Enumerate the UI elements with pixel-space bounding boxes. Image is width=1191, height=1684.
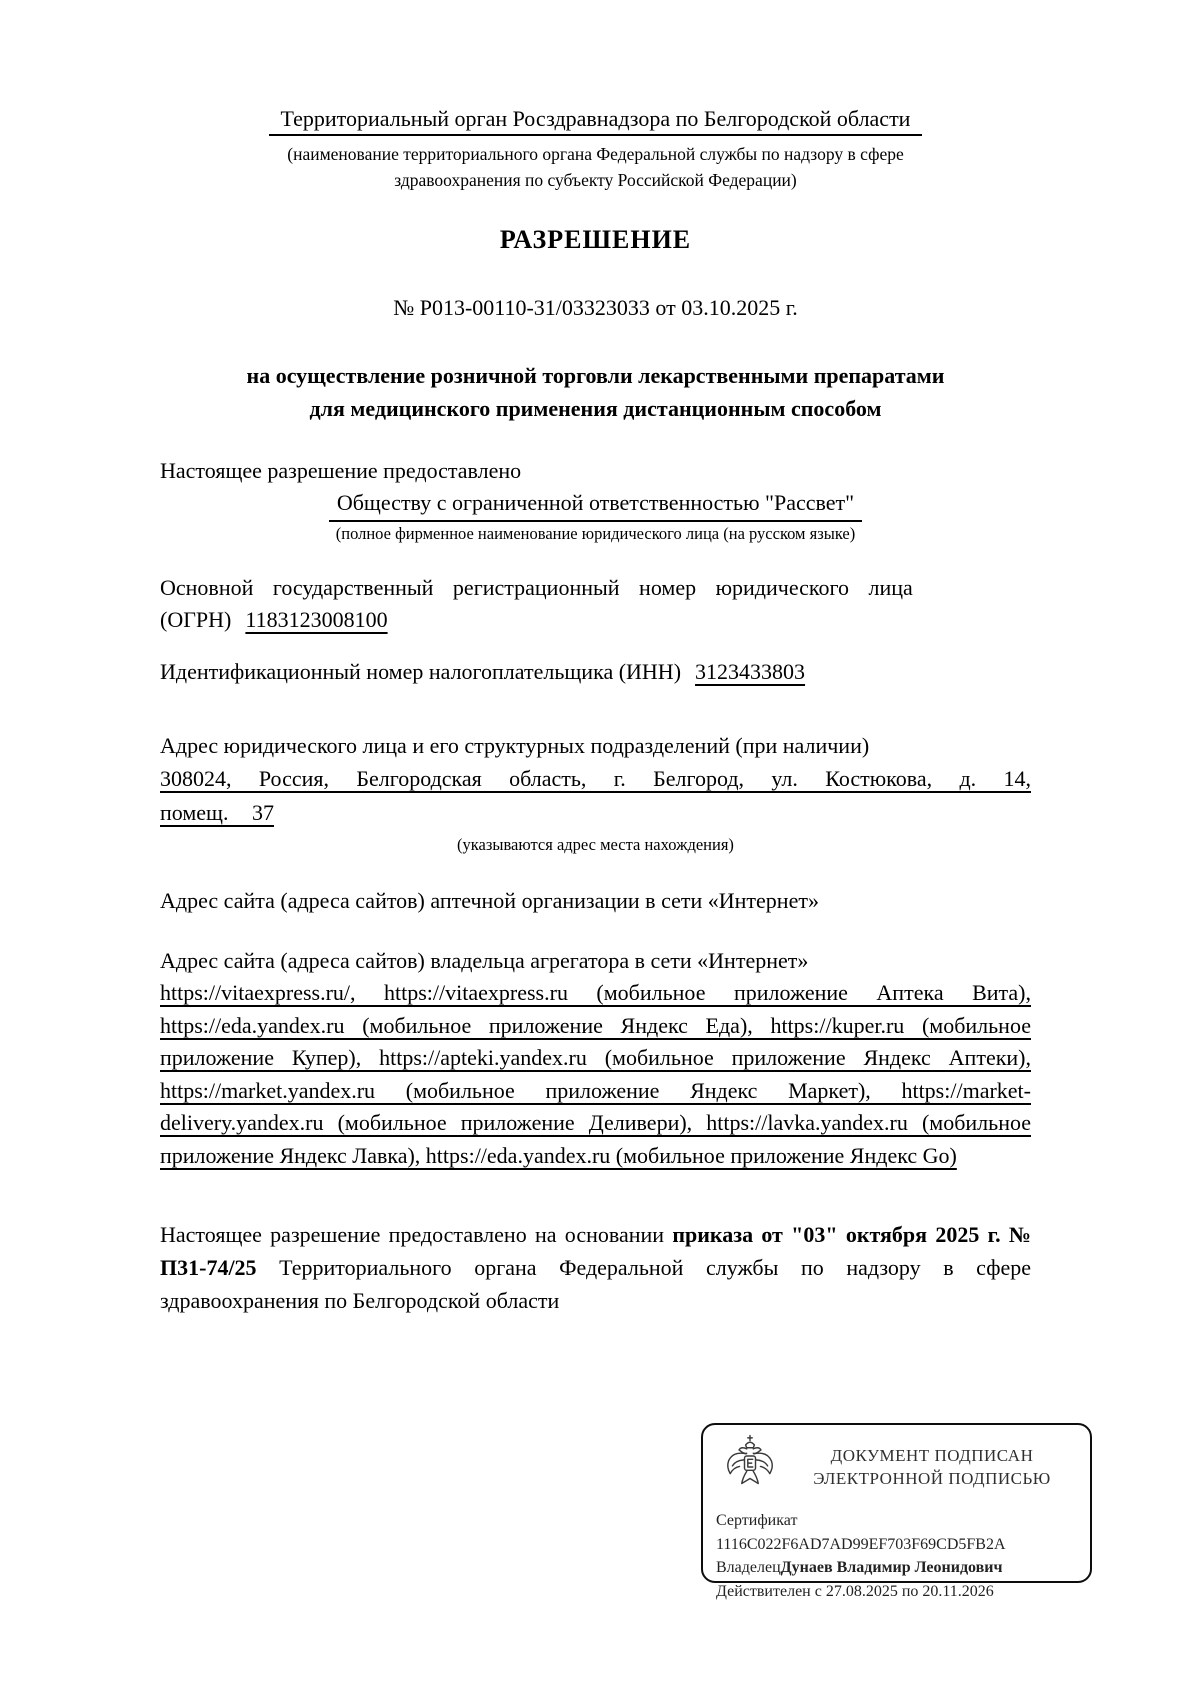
basis-order-reference: приказа от "03" октября 2025 г. № П31-74/25 [160,1222,1031,1280]
issuing-authority-caption-line2: здравоохранения по субъекту Российской Федерации) [394,170,797,190]
aggregator-website-label: Адрес сайта (адреса сайтов) владельца агрегатора в сети «Интернет» [160,948,809,973]
grantee-company-line [160,487,1031,522]
basis-suffix: Территориального органа Федеральной службы по надзору в сфере здравоохранения по Белгородской области [160,1255,1031,1313]
stamp-title-line2: ЭЛЕКТРОННОЙ ПОДПИСЬЮ [813,1469,1051,1488]
stamp-title [786,1444,1078,1490]
ogrn-value: 1183123008100 [245,607,388,632]
issuing-authority-name: Территориальный орган Росздравнадзора по Белгородской области [269,106,923,136]
stamp-details [716,1509,1078,1603]
document-subject-line1: на осуществление розничной торговли лекарственными препаратами [246,363,945,388]
stamp-owner-line [716,1556,1078,1580]
grantee-company-caption: (полное фирменное наименование юридического лица (на русском языке) [335,524,856,543]
stamp-header [716,1434,1078,1500]
issuing-authority-line [160,106,1031,136]
pharmacy-website-line: Адрес сайта (адреса сайтов) аптечной организации в сети «Интернет» [160,888,819,913]
stamp-certificate-line [716,1509,1078,1556]
electronic-signature-stamp [701,1423,1092,1600]
ogrn-label-line1: Основной государственный регистрационный номер юридического лица [160,575,913,600]
inn-label: Идентификационный номер налогоплательщика (ИНН) [160,659,682,684]
legal-address-label: Адрес юридического лица и его структурных подразделений (при наличии) [160,733,870,758]
stamp-certificate-label: Сертификат [716,1512,798,1529]
stamp-owner-name: Дунаев Владимир Леонидович [780,1559,1003,1576]
legal-address-caption: (указываются адрес места нахождения) [457,835,734,854]
document-subject-line2: для медицинского применения дистанционным способом [309,396,882,421]
inn-block [160,656,1031,688]
grantee-intro: Настоящее разрешение предоставлено [160,458,522,483]
document-title: РАЗРЕШЕНИЕ [499,225,692,254]
basis-paragraph [160,1218,1031,1317]
stamp-title-line1: ДОКУМЕНТ ПОДПИСАН [830,1446,1034,1465]
legal-address-block [160,730,1031,857]
issuing-authority-caption [160,141,1031,193]
russia-coat-of-arms-icon [722,1434,778,1500]
ogrn-label-line2: (ОГРН) [160,607,232,632]
legal-address-value: 308024, Россия, Белгородская область, г. Белгород, ул. Костюкова, д. 14, помещ. 37 [160,766,1031,825]
basis-prefix: Настоящее разрешение предоставлено на основании [160,1222,673,1247]
stamp-owner-label: Владелец [716,1559,781,1576]
grantee-company-name: Обществу с ограниченной ответственностью "Рассвет" [329,487,862,522]
ogrn-block [160,572,1031,636]
document-subject [160,359,1031,425]
document-number-line: № Р013-00110-31/03323033 от 03.10.2025 г. [393,295,798,320]
aggregator-website-urls: https://vitaexpress.ru/, https://vitaexpress.ru (мобильное приложение Аптека Вита), https://eda.yandex.ru (мобильное приложение Яндекс Еда), https://kuper.ru (мобильное приложение Купер), https://apteki.yandex.ru (мобильное приложение Яндекс Аптеки), https://market.yandex.ru (мобильное приложение Яндекс Маркет), https://market-delivery.yandex.ru (мобильное приложение Деливери), https://lavka.yandex.ru (мобильное приложение Яндекс Лавка), https://eda.yandex.ru (мобильное приложение Яндекс Go) [160,980,1031,1168]
stamp-certificate-value: 1116C022F6AD7AD99EF703F69CD5FB2A [716,1535,1006,1553]
stamp-validity-line: Действителен с 27.08.2025 по 20.11.2026 [716,1582,994,1600]
aggregator-website-block [160,945,1031,1172]
inn-value: 3123433803 [695,659,806,684]
issuing-authority-caption-line1: (наименование территориального органа Федеральной службы по надзору в сфере [287,144,904,164]
